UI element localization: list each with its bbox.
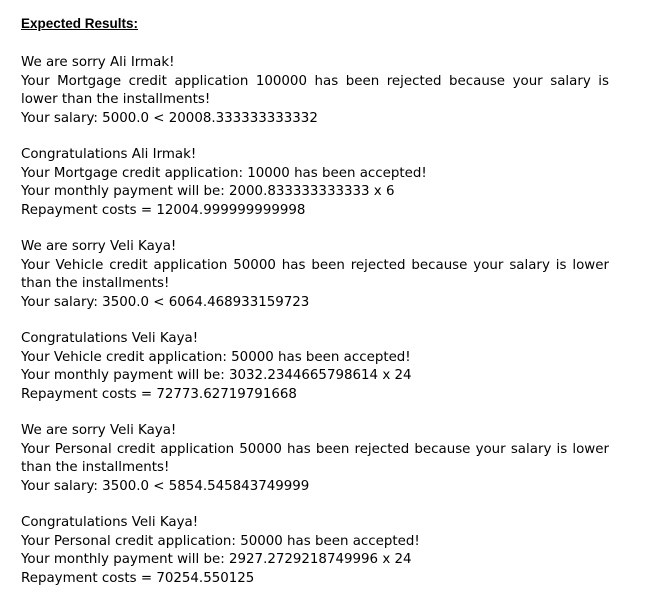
repayment-costs-line: Repayment costs = 70254.550125: [21, 570, 255, 586]
greeting-line: We are sorry Veli Kaya!: [21, 423, 177, 438]
result-block-vehicle-accepted: [21, 330, 609, 404]
section-heading: Expected Results:: [21, 16, 139, 31]
status-message: Your Mortgage credit application: 10000 has been accepted!: [21, 165, 427, 181]
status-message: Your Personal credit application: 50000 has been accepted!: [21, 533, 420, 549]
result-block-personal-rejected: [21, 422, 609, 496]
status-message: Your Mortgage credit application 100000 has been rejected because your salary is lower than the installments!: [21, 73, 609, 107]
greeting-line: Congratulations Veli Kaya!: [21, 331, 199, 346]
salary-comparison: Your salary: 3500.0 < 6064.468933159723: [21, 294, 310, 310]
result-block-personal-accepted: [21, 514, 609, 588]
greeting-line: We are sorry Veli Kaya!: [21, 239, 177, 254]
repayment-costs-line: Repayment costs = 72773.62719791668: [21, 386, 297, 402]
greeting-line: We are sorry Ali Irmak!: [21, 55, 175, 70]
result-block-mortgage-accepted: [21, 146, 609, 220]
status-message: Your Vehicle credit application: 50000 has been accepted!: [21, 349, 411, 365]
expected-results-document: [21, 14, 609, 606]
greeting-line: Congratulations Veli Kaya!: [21, 515, 199, 530]
monthly-payment-line: Your monthly payment will be: 2000.833333333333 x 6: [21, 184, 395, 199]
status-message: Your Vehicle credit application 50000 has been rejected because your salary is lower than the installments!: [21, 257, 609, 291]
status-message: Your Personal credit application 50000 has been rejected because your salary is lower than the installments!: [21, 441, 609, 475]
greeting-line: Congratulations Ali Irmak!: [21, 147, 197, 162]
monthly-payment-line: Your monthly payment will be: 2927.2729218749996 x 24: [21, 552, 412, 567]
salary-comparison: Your salary: 5000.0 < 20008.333333333332: [21, 110, 318, 126]
result-block-mortgage-rejected: [21, 54, 609, 128]
result-block-vehicle-rejected: [21, 238, 609, 312]
salary-comparison: Your salary: 3500.0 < 5854.545843749999: [21, 478, 310, 494]
monthly-payment-line: Your monthly payment will be: 3032.2344665798614 x 24: [21, 368, 412, 383]
repayment-costs-line: Repayment costs = 12004.999999999998: [21, 202, 306, 218]
